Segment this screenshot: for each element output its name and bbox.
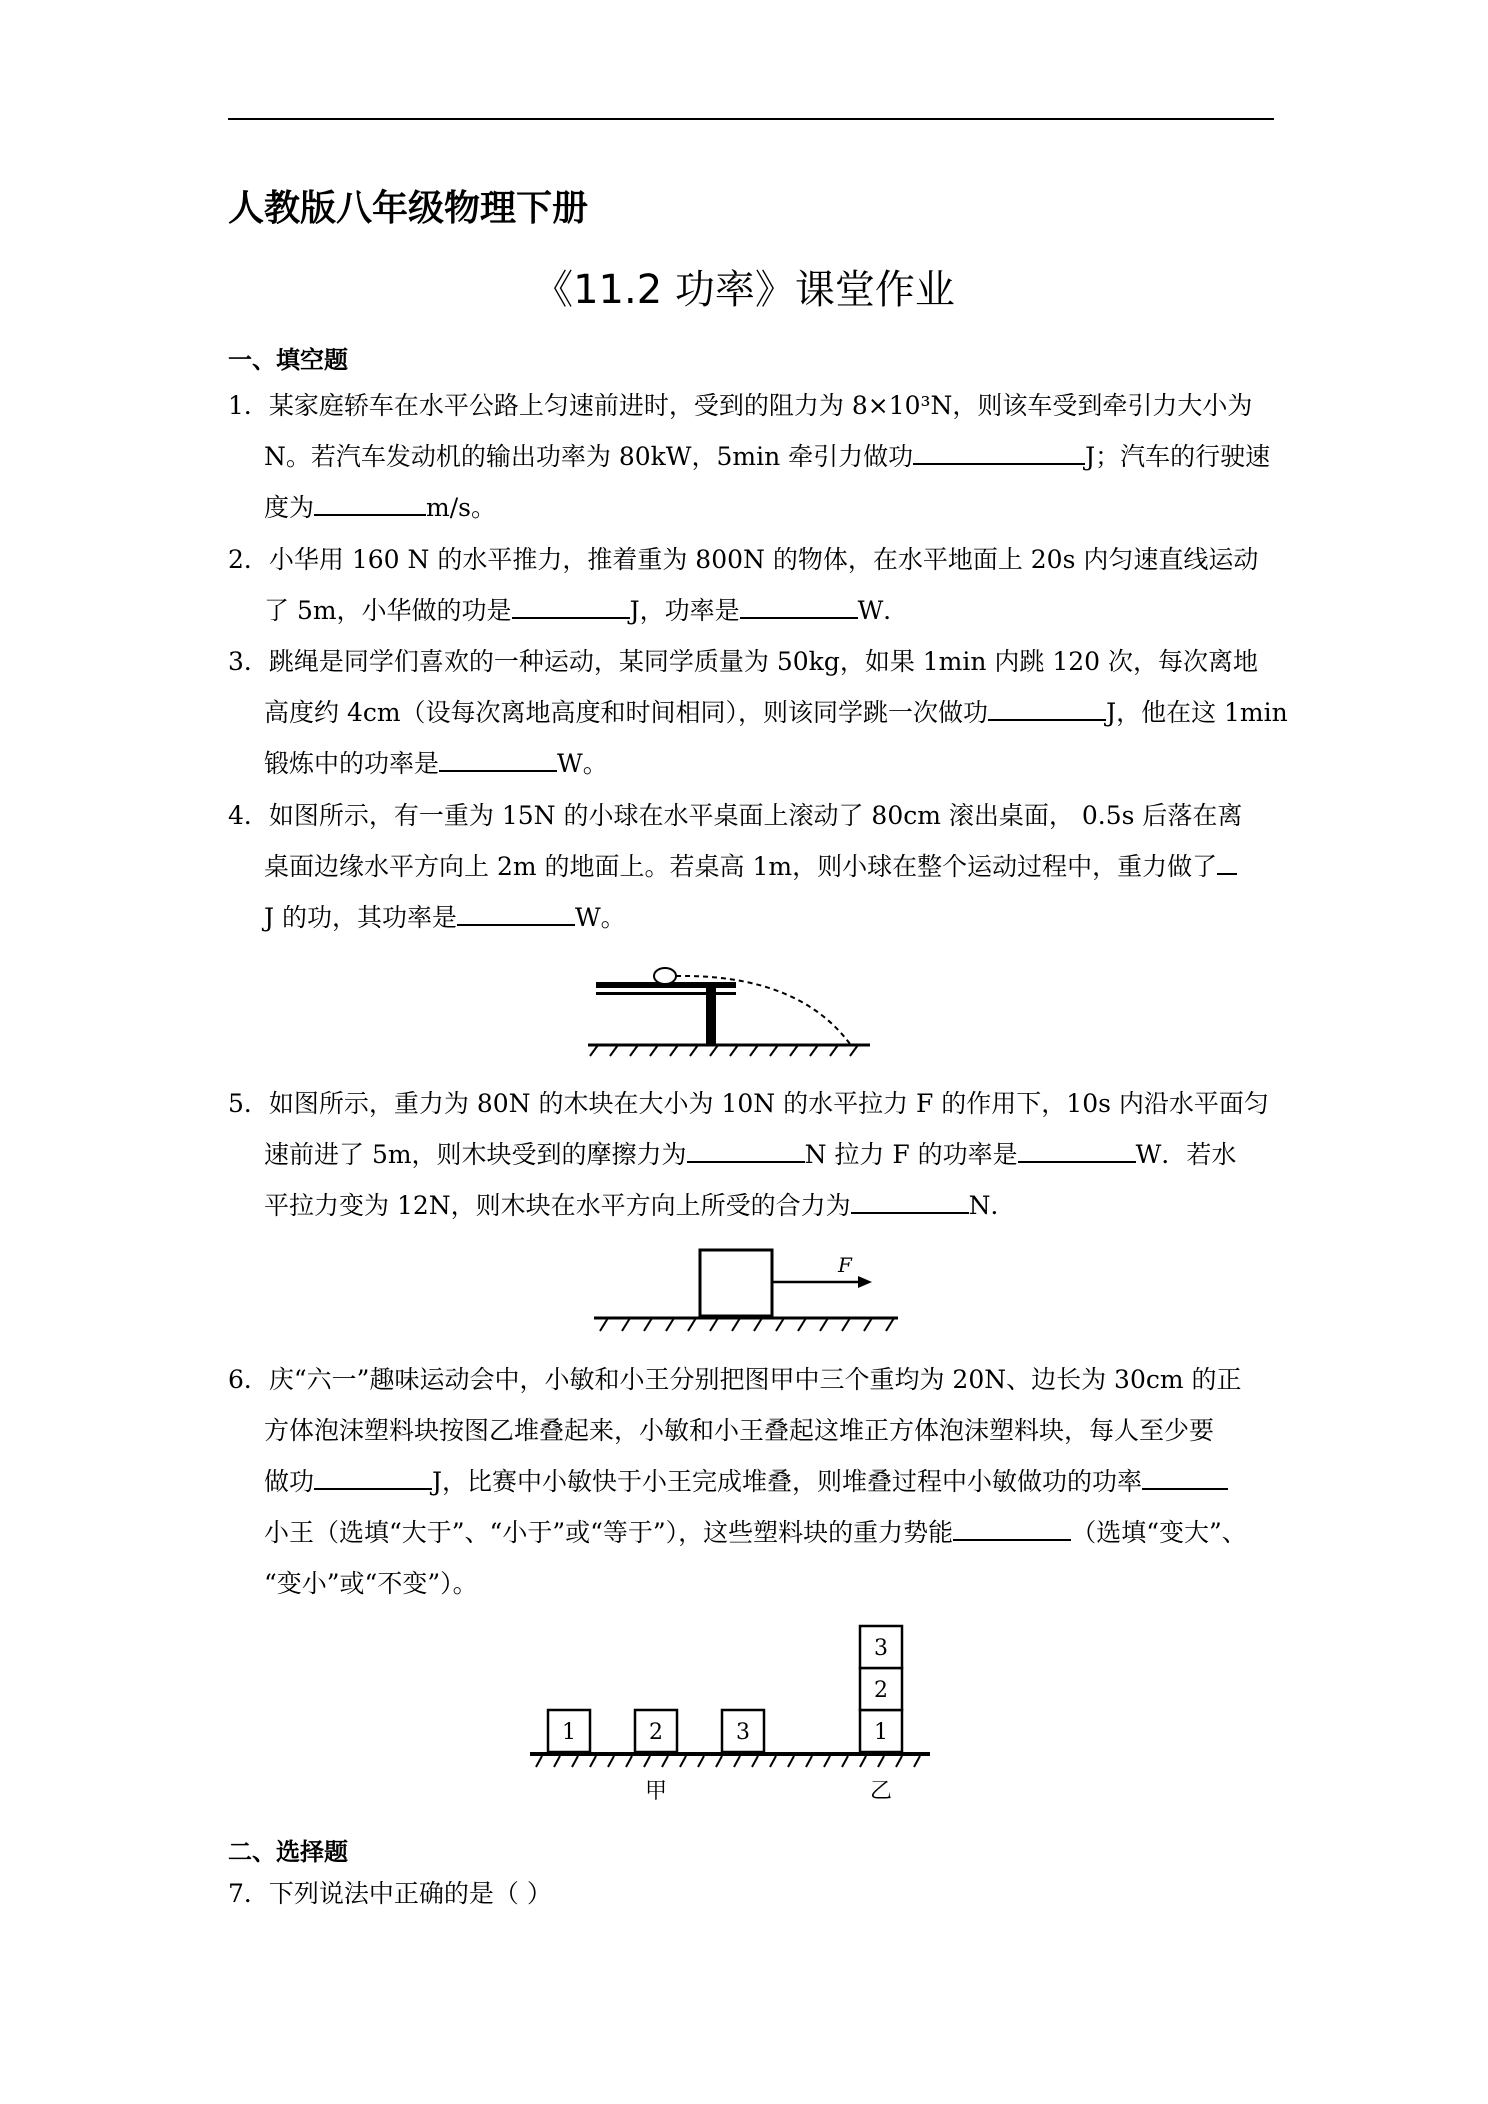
section-heading-choice: 二、选择题 xyxy=(228,1838,348,1866)
question-3-text: 锻炼中的功率是 xyxy=(264,749,440,778)
question-5-text: W．若水 xyxy=(1135,1140,1237,1169)
question-6-line-1: 6．庆“六一”趣味运动会中，小敏和小王分别把图甲中三个重均为 20N、边长为 30cm 的正 xyxy=(228,1365,1242,1394)
question-1 xyxy=(228,380,1278,533)
question-4-line-1: 4．如图所示，有一重为 15N 的小球在水平桌面上滚动了 80cm 滚出桌面， 0.5s 后落在离 xyxy=(228,801,1243,830)
answer-blank[interactable] xyxy=(314,1462,432,1490)
block-number: 2 xyxy=(874,1678,888,1703)
question-6-text: （选填“变大”、 xyxy=(1071,1518,1247,1547)
figure-label-jia: 甲 xyxy=(644,1779,668,1804)
answer-blank[interactable] xyxy=(740,591,858,619)
question-2-line-2 xyxy=(228,585,1278,636)
question-3-line-2 xyxy=(228,687,1288,738)
question-3-text: J，他在这 1min xyxy=(1106,698,1288,727)
question-1-line-2 xyxy=(228,431,1278,482)
question-3 xyxy=(228,636,1288,789)
block-number: 3 xyxy=(874,1636,888,1661)
block-number: 1 xyxy=(562,1720,576,1745)
block-number: 2 xyxy=(649,1720,663,1745)
question-3-text: 高度约 4cm（设每次离地高度和时间相同），则该同学跳一次做功 xyxy=(264,698,989,727)
answer-blank[interactable] xyxy=(913,437,1085,465)
question-3-line-3 xyxy=(228,738,1278,789)
question-6-line-5: “变小”或“不变”）。 xyxy=(264,1569,478,1598)
force-arrowhead xyxy=(858,1276,872,1288)
answer-blank[interactable] xyxy=(1142,1462,1228,1490)
question-2-text: 了 5m，小华做的功是 xyxy=(264,596,512,625)
question-5-text: 平拉力变为 12N，则木块在水平方向上所受的合力为 xyxy=(264,1191,851,1220)
page-subtitle: 《11.2 功率》课堂作业 xyxy=(533,267,955,313)
question-2-text: J，功率是 xyxy=(629,596,740,625)
question-1-text: N。若汽车发动机的输出功率为 80kW，5min 牵引力做功 xyxy=(264,442,914,471)
page-title: 人教版八年级物理下册 xyxy=(228,188,589,229)
question-6-line-2: 方体泡沫塑料块按图乙堆叠起来，小敏和小王叠起这堆正方体泡沫塑料块，每人至少要 xyxy=(264,1416,1215,1445)
answer-blank[interactable] xyxy=(988,693,1106,721)
answer-blank[interactable] xyxy=(687,1135,805,1163)
wooden-block xyxy=(700,1250,772,1316)
question-6-line-3 xyxy=(228,1456,1278,1507)
question-6-text: J，比赛中小敏快于小王完成堆叠，则堆叠过程中小敏做功的功率 xyxy=(432,1467,1143,1496)
question-5-text: 速前进了 5m，则木块受到的摩擦力为 xyxy=(264,1140,687,1169)
answer-blank[interactable] xyxy=(953,1513,1071,1541)
ground-hatch xyxy=(600,1318,894,1331)
top-rule xyxy=(228,118,1274,120)
question-6-text: 做功 xyxy=(264,1467,315,1496)
block-number: 1 xyxy=(874,1720,888,1745)
question-1-text: m/s。 xyxy=(426,493,496,522)
figure-label-yi: 乙 xyxy=(869,1779,893,1804)
answer-blank[interactable] xyxy=(1018,1135,1136,1163)
question-1-line-1: 1．某家庭轿车在水平公路上匀速前进时，受到的阻力为 8×10³N，则该车受到牵引力大小为 xyxy=(228,391,1253,420)
question-5-text: N． xyxy=(968,1191,1016,1220)
question-5 xyxy=(228,1078,1278,1231)
section-heading-fill-blank: 一、填空题 xyxy=(228,346,348,374)
answer-blank[interactable] xyxy=(1217,847,1237,875)
question-3-text: W。 xyxy=(557,749,608,778)
question-2 xyxy=(228,534,1278,636)
question-4-text: W。 xyxy=(574,903,626,932)
question-2-line-1: 2．小华用 160 N 的水平推力，推着重为 800N 的物体，在水平地面上 20s 内匀速直线运动 xyxy=(228,545,1259,574)
question-2-text: W． xyxy=(857,596,909,625)
question-5-line-1: 5．如图所示，重力为 80N 的木块在大小为 10N 的水平拉力 F 的作用下，10s 内沿水平面匀 xyxy=(228,1089,1269,1118)
question-4-text: J 的功，其功率是 xyxy=(264,903,457,932)
question-1-text: 度为 xyxy=(264,493,315,522)
ground-hatch xyxy=(536,1756,920,1767)
answer-blank[interactable] xyxy=(851,1186,969,1214)
question-5-text: N 拉力 F 的功率是 xyxy=(804,1140,1018,1169)
table-leg xyxy=(706,988,716,1044)
question-4-text: 桌面边缘水平方向上 2m 的地面上。若桌高 1m，则小球在整个运动过程中，重力做了 xyxy=(264,852,1218,881)
question-4 xyxy=(228,790,1278,943)
question-6 xyxy=(228,1354,1278,1609)
answer-blank[interactable] xyxy=(457,898,575,926)
question-1-line-3 xyxy=(228,482,1278,533)
block-number: 3 xyxy=(736,1720,750,1745)
answer-blank[interactable] xyxy=(439,744,557,772)
question-4-line-2 xyxy=(228,841,1278,892)
force-label: F xyxy=(838,1253,852,1277)
ball xyxy=(654,968,676,984)
question-7-line-1: 7．下列说法中正确的是（ ） xyxy=(228,1879,552,1908)
ground-hatch xyxy=(590,1045,858,1056)
question-5-line-2 xyxy=(228,1129,1278,1180)
table-ball-figure xyxy=(588,952,878,1064)
question-1-text: J；汽车的行驶速 xyxy=(1085,442,1271,471)
question-6-text: 小王（选填“大于”、“小于”或“等于”），这些塑料块的重力势能 xyxy=(264,1518,954,1547)
answer-blank[interactable] xyxy=(314,488,426,516)
question-4-line-3 xyxy=(228,892,1278,943)
question-6-line-4 xyxy=(228,1507,1278,1558)
foam-blocks-figure xyxy=(528,1618,938,1814)
question-7 xyxy=(228,1868,1278,1919)
answer-blank[interactable] xyxy=(512,591,630,619)
question-3-line-1: 3．跳绳是同学们喜欢的一种运动，某同学质量为 50kg，如果 1min 内跳 120 次，每次离地 xyxy=(228,647,1259,676)
question-5-line-3 xyxy=(228,1180,1278,1231)
block-force-figure xyxy=(588,1238,908,1342)
